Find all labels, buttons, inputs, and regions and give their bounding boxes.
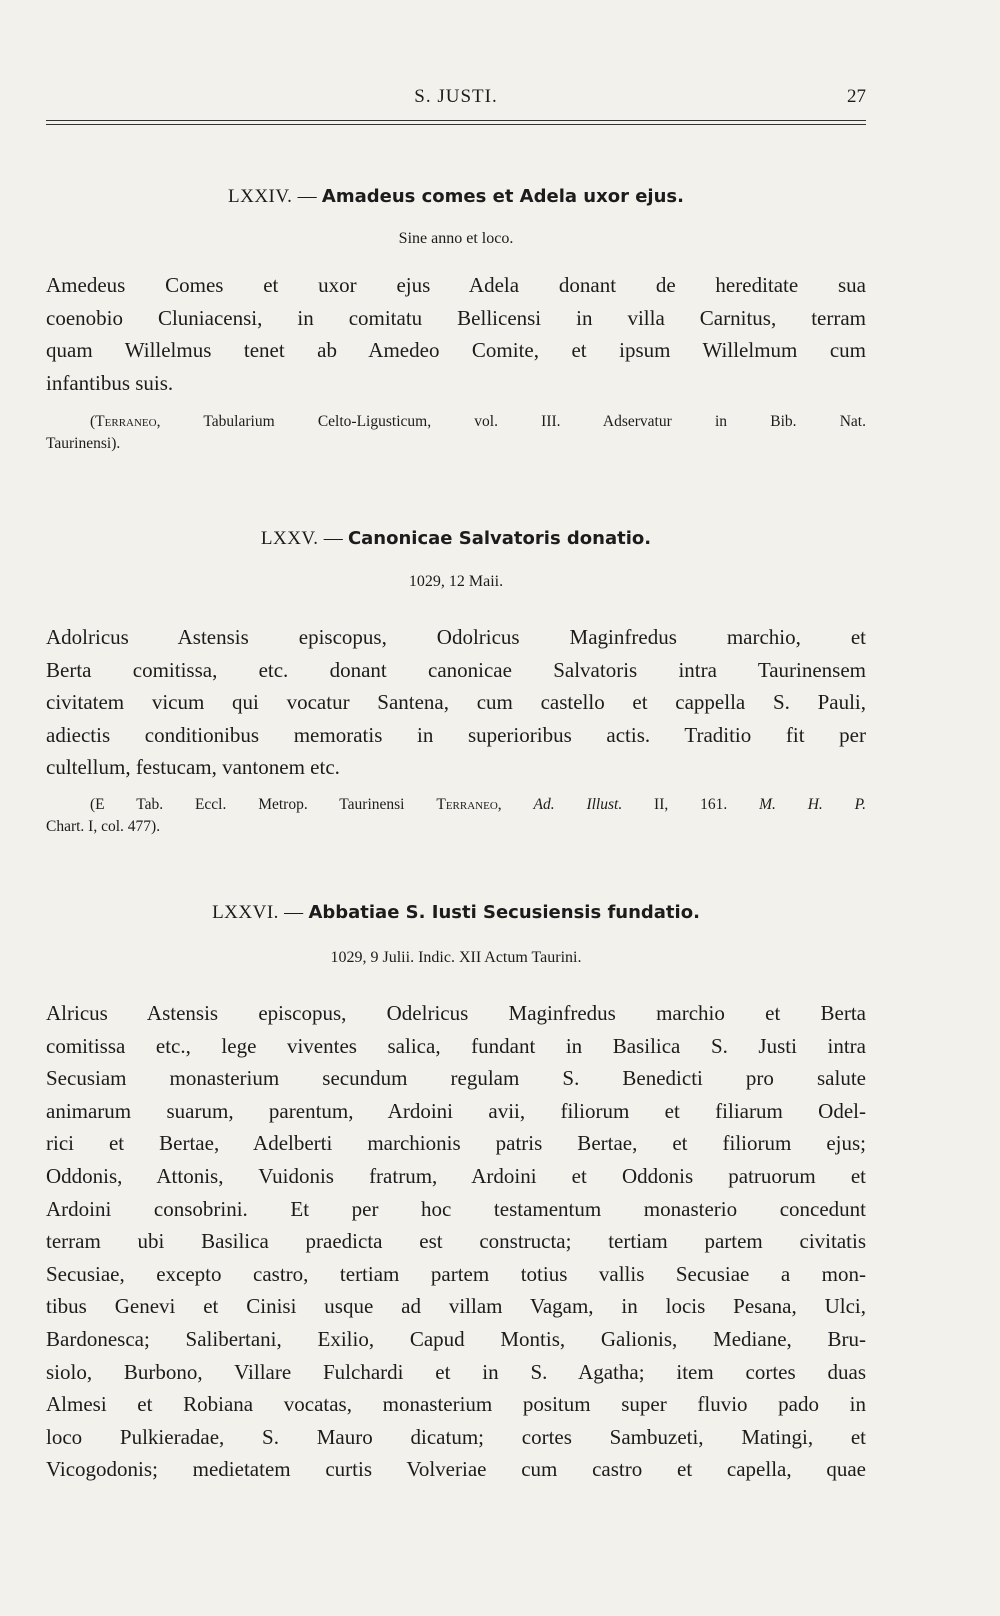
entry-date: 1029, 12 Maii. bbox=[408, 573, 504, 590]
entry-text bbox=[46, 269, 866, 399]
note-work-title: Ad. Illust. bbox=[533, 796, 623, 813]
text-line: Secusiam monasterium secundum regulam S. Benedicti pro salute bbox=[46, 1066, 866, 1091]
text-line: civitatem vicum qui vocatur Santena, cum castello et cappella S. Pauli, bbox=[46, 690, 866, 715]
text-line: adiectis conditionibus memoratis in superioribus actis. Traditio fit per bbox=[46, 722, 866, 747]
text-line: rici et Bertae, Adelberti marchionis patris Bertae, et filiorum ejus; bbox=[46, 1131, 866, 1156]
entry-text bbox=[46, 621, 866, 784]
note-line bbox=[46, 411, 866, 433]
text-line: Almesi et Robiana vocatas, monasterium positum super fluvio pado in bbox=[46, 1392, 866, 1417]
note-author: Terraneo bbox=[436, 796, 498, 813]
text-line: Alricus Astensis episcopus, Odelricus Maginfredus marchio et Berta bbox=[46, 1001, 866, 1025]
text-line: terram ubi Basilica praedicta est constructa; tertiam partem civitatis bbox=[46, 1229, 866, 1254]
note-author: Terraneo bbox=[95, 413, 157, 430]
header-rule-secondary bbox=[46, 124, 866, 125]
entry-heading bbox=[46, 902, 866, 924]
note-series-title: M. H. P. bbox=[759, 796, 867, 813]
note-line: Taurinensi). bbox=[46, 435, 121, 452]
note-line bbox=[46, 794, 866, 816]
entry-number: LXXIV. — bbox=[228, 186, 318, 207]
text-line: Ardoini consobrini. Et per hoc testamentum monasterio concedunt bbox=[46, 1196, 866, 1221]
running-title: S. JUSTI. bbox=[414, 86, 498, 107]
note-volume: II, 161. bbox=[622, 796, 760, 813]
text-line: cultellum, festucam, vantonem etc. bbox=[46, 755, 340, 780]
text-line: animarum suarum, parentum, Ardoini avii, filiorum et filiarum Odel- bbox=[46, 1098, 866, 1123]
source-note bbox=[46, 794, 866, 838]
text-line: Adolricus Astensis episcopus, Odolricus Maginfredus marchio, et bbox=[46, 625, 866, 649]
entry-number: LXXVI. — bbox=[212, 902, 304, 923]
entry-heading bbox=[46, 186, 866, 208]
entry-heading bbox=[46, 528, 866, 550]
text-line: coenobio Cluniacensi, in comitatu Bellicensi in villa Carnitus, terram bbox=[46, 305, 866, 330]
text-line: loco Pulkieradae, S. Mauro dicatum; cortes Sambuzeti, Matingi, et bbox=[46, 1424, 866, 1449]
note-line: Chart. I, col. 477). bbox=[46, 818, 161, 835]
entry-title: Canonicae Salvatoris donatio. bbox=[347, 528, 652, 549]
note-citation: (E Tab. Eccl. Metrop. Taurinensi bbox=[90, 796, 437, 813]
text-line: Amedeus Comes et uxor ejus Adela donant de hereditate sua bbox=[46, 273, 866, 297]
page-number: 27 bbox=[847, 86, 866, 107]
text-line: Vicogodonis; medietatem curtis Volveriae cum castro et capella, quae bbox=[46, 1457, 866, 1482]
text-line: Secusiae, excepto castro, tertiam partem totius vallis Secusiae a mon- bbox=[46, 1261, 866, 1286]
text-line: infantibus suis. bbox=[46, 370, 174, 395]
text-line: Bardonesca; Salibertani, Exilio, Capud Montis, Galionis, Mediane, Bru- bbox=[46, 1326, 866, 1351]
entry-title: Abbatiae S. Iusti Secusiensis fundatio. bbox=[308, 902, 700, 923]
text-line: quam Willelmus tenet ab Amedeo Comite, et ipsum Willelmum cum bbox=[46, 338, 866, 363]
page-header bbox=[46, 82, 866, 112]
text-line: siolo, Burbono, Villare Fulchardi et in S. Agatha; item cortes duas bbox=[46, 1359, 866, 1384]
text-line: Oddonis, Attonis, Vuidonis fratrum, Ardoini et Oddonis patruorum et bbox=[46, 1163, 866, 1188]
note-citation: , Tabularium Celto-Ligusticum, vol. III. Adservatur in Bib. Nat. bbox=[156, 413, 866, 430]
source-note bbox=[46, 411, 866, 455]
text-line: comitissa etc., lege viventes salica, fundant in Basilica S. Justi intra bbox=[46, 1033, 866, 1058]
header-rule bbox=[46, 120, 866, 121]
entry-title: Amadeus comes et Adela uxor ejus. bbox=[321, 186, 684, 207]
entry-date: 1029, 9 Julii. Indic. XII Actum Taurini. bbox=[330, 949, 582, 966]
note-separator: , bbox=[497, 796, 534, 813]
entry-text bbox=[46, 997, 866, 1486]
note-paren: ( bbox=[90, 413, 96, 430]
text-line: Berta comitissa, etc. donant canonicae Salvatoris intra Taurinensem bbox=[46, 657, 866, 682]
entry-date: Sine anno et loco. bbox=[398, 230, 514, 247]
text-line: tibus Genevi et Cinisi usque ad villam Vagam, in locis Pesana, Ulci, bbox=[46, 1294, 866, 1319]
entry-number: LXXV. — bbox=[260, 528, 344, 549]
